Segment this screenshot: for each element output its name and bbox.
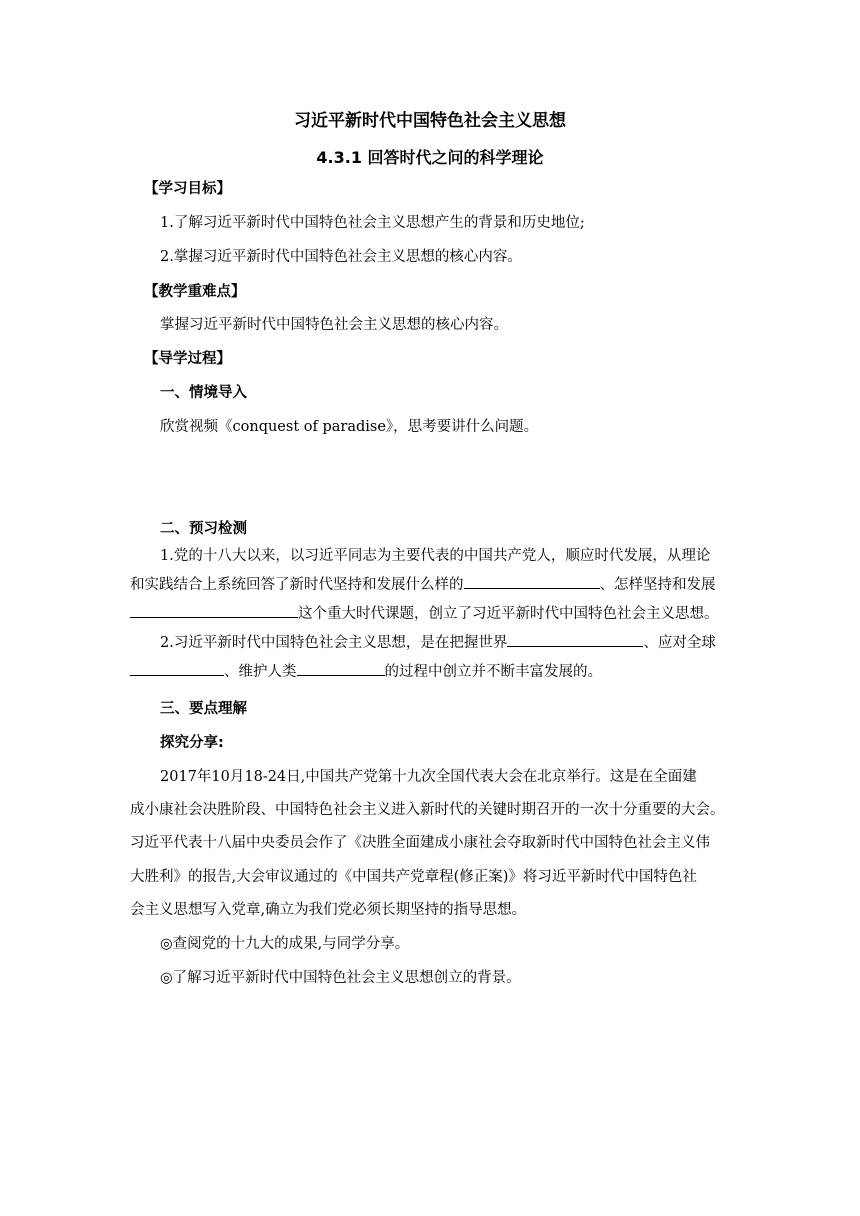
paragraph-line-4: 大胜利》的报告,大会审议通过的《中国共产党章程(修正案)》将习近平新时代中国特色社 bbox=[130, 869, 697, 885]
fill-blank-1[interactable] bbox=[464, 574, 600, 589]
section-key-points-heading: 【教学重难点】 bbox=[144, 284, 246, 300]
fill-blank-4[interactable] bbox=[130, 661, 224, 676]
question-1-line-3 bbox=[130, 603, 740, 625]
question-2-text-a: 2.习近平新时代中国特色社会主义思想，是在把握世界 bbox=[160, 635, 508, 651]
part2-heading: 二、预习检测 bbox=[160, 521, 247, 537]
section-process-heading: 【导学过程】 bbox=[144, 351, 231, 367]
question-1-line-1: 1.党的十八大以来，以习近平同志为主要代表的中国共产党人，顺应时代发展，从理论 bbox=[160, 548, 711, 564]
paragraph-line-1: 2017年10月18-24日,中国共产党第十九次全国代表大会在北京举行。这是在全面建 bbox=[160, 769, 697, 785]
question-1-text-a: 和实践结合上系统回答了新时代坚持和发展什么样的 bbox=[130, 577, 464, 593]
fill-blank-5[interactable] bbox=[297, 661, 385, 676]
task-1: ◎查阅党的十九大的成果,与同学分享。 bbox=[160, 936, 410, 952]
question-2-line-1 bbox=[160, 632, 770, 654]
question-1-text-c: 这个重大时代课题，创立了习近平新时代中国特色社会主义思想。 bbox=[298, 606, 719, 622]
key-point: 掌握习近平新时代中国特色社会主义思想的核心内容。 bbox=[160, 317, 508, 333]
question-1-text-b: 、怎样坚持和发展 bbox=[599, 577, 716, 593]
question-2-line-2 bbox=[130, 661, 740, 683]
objective-1: 1.了解习近平新时代中国特色社会主义思想产生的背景和历史地位; bbox=[160, 215, 585, 231]
fill-blank-3[interactable] bbox=[507, 632, 643, 647]
fill-blank-2[interactable] bbox=[130, 603, 298, 618]
question-2-text-b: 、应对全球 bbox=[643, 635, 716, 651]
part3-heading: 三、要点理解 bbox=[160, 701, 247, 717]
part1-heading: 一、情境导入 bbox=[160, 385, 247, 401]
paragraph-line-5: 会主义思想写入党章,确立为我们党必须长期坚持的指导思想。 bbox=[130, 902, 527, 918]
paragraph-line-3: 习近平代表十八届中央委员会作了《决胜全面建成小康社会夺取新时代中国特色社会主义伟 bbox=[130, 835, 710, 851]
question-2-text-d: 的过程中创立并不断丰富发展的。 bbox=[384, 664, 602, 680]
question-1-line-2 bbox=[130, 574, 740, 596]
document-subtitle: 4.3.1 回答时代之问的科学理论 bbox=[316, 148, 544, 167]
task-2: ◎了解习近平新时代中国特色社会主义思想创立的背景。 bbox=[160, 970, 521, 986]
objective-2: 2.掌握习近平新时代中国特色社会主义思想的核心内容。 bbox=[160, 249, 522, 265]
paragraph-line-2: 成小康社会决胜阶段、中国特色社会主义进入新时代的关键时期召开的一次十分重要的大会。 bbox=[130, 802, 725, 818]
section-objectives-heading: 【学习目标】 bbox=[144, 181, 231, 197]
document-title: 习近平新时代中国特色社会主义思想 bbox=[294, 111, 566, 131]
part1-text: 欣赏视频《conquest of paradise》，思考要讲什么问题。 bbox=[160, 419, 539, 435]
question-2-text-c: 、维护人类 bbox=[224, 664, 297, 680]
explore-heading: 探究分享: bbox=[160, 735, 224, 751]
